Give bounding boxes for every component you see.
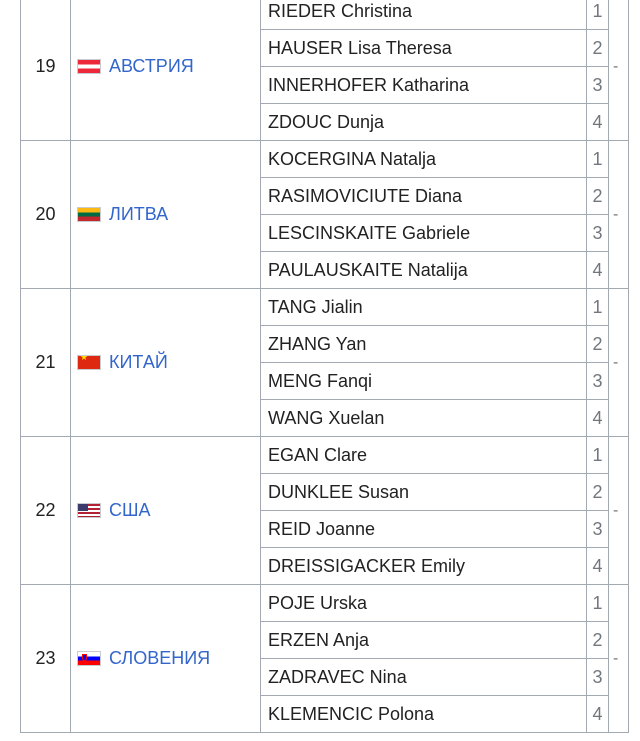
- lithuania-flag-icon: [77, 207, 101, 222]
- table-row: [21, 585, 629, 622]
- leg-number: 3: [587, 363, 609, 400]
- leg-number: 3: [587, 511, 609, 548]
- extra-cell: -: [609, 141, 629, 289]
- country-link[interactable]: КИТАЙ: [109, 352, 168, 372]
- country-link[interactable]: АВСТРИЯ: [109, 56, 194, 76]
- rank-cell: 20: [21, 141, 71, 289]
- table-row: [21, 141, 629, 178]
- extra-cell: -: [609, 289, 629, 437]
- leg-number: 1: [587, 585, 609, 622]
- athlete-name: RIEDER Christina: [261, 0, 587, 30]
- austria-flag-icon: [77, 59, 101, 74]
- extra-cell: -: [609, 585, 629, 733]
- country-link[interactable]: ЛИТВА: [109, 204, 169, 224]
- china-flag-icon: [77, 355, 101, 370]
- athlete-name: PAULAUSKAITE Natalija: [261, 252, 587, 289]
- country-cell: [71, 0, 261, 141]
- rank-cell: 23: [21, 585, 71, 733]
- leg-number: 1: [587, 437, 609, 474]
- table-row: [21, 437, 629, 474]
- rank-cell: 19: [21, 0, 71, 141]
- leg-number: 2: [587, 30, 609, 67]
- results-table: [20, 0, 629, 733]
- leg-number: 2: [587, 178, 609, 215]
- rank-cell: 22: [21, 437, 71, 585]
- leg-number: 2: [587, 474, 609, 511]
- leg-number: 2: [587, 326, 609, 363]
- athlete-name: DUNKLEE Susan: [261, 474, 587, 511]
- slovenia-flag-icon: [77, 651, 101, 666]
- leg-number: 4: [587, 104, 609, 141]
- athlete-name: ZADRAVEC Nina: [261, 659, 587, 696]
- country-cell: [71, 289, 261, 437]
- athlete-name: HAUSER Lisa Theresa: [261, 30, 587, 67]
- leg-number: 4: [587, 252, 609, 289]
- athlete-name: ZDOUC Dunja: [261, 104, 587, 141]
- table-row: [21, 289, 629, 326]
- athlete-name: EGAN Clare: [261, 437, 587, 474]
- athlete-name: DREISSIGACKER Emily: [261, 548, 587, 585]
- leg-number: 3: [587, 67, 609, 104]
- leg-number: 2: [587, 622, 609, 659]
- usa-flag-icon: [77, 503, 101, 518]
- athlete-name: KOCERGINA Natalja: [261, 141, 587, 178]
- extra-cell: -: [609, 437, 629, 585]
- rank-cell: 21: [21, 289, 71, 437]
- country-link[interactable]: США: [109, 500, 151, 520]
- athlete-name: KLEMENCIC Polona: [261, 696, 587, 733]
- athlete-name: LESCINSKAITE Gabriele: [261, 215, 587, 252]
- athlete-name: RASIMOVICIUTE Diana: [261, 178, 587, 215]
- leg-number: 3: [587, 659, 609, 696]
- athlete-name: INNERHOFER Katharina: [261, 67, 587, 104]
- athlete-name: ZHANG Yan: [261, 326, 587, 363]
- leg-number: 1: [587, 289, 609, 326]
- country-cell: [71, 437, 261, 585]
- leg-number: 4: [587, 400, 609, 437]
- leg-number: 1: [587, 0, 609, 30]
- athlete-name: WANG Xuelan: [261, 400, 587, 437]
- country-cell: [71, 585, 261, 733]
- leg-number: 4: [587, 548, 609, 585]
- leg-number: 3: [587, 215, 609, 252]
- extra-cell: -: [609, 0, 629, 141]
- leg-number: 1: [587, 141, 609, 178]
- table-row: [21, 0, 629, 30]
- athlete-name: POJE Urska: [261, 585, 587, 622]
- athlete-name: TANG Jialin: [261, 289, 587, 326]
- athlete-name: ERZEN Anja: [261, 622, 587, 659]
- country-link[interactable]: СЛОВЕНИЯ: [109, 648, 211, 668]
- country-cell: [71, 141, 261, 289]
- athlete-name: REID Joanne: [261, 511, 587, 548]
- leg-number: 4: [587, 696, 609, 733]
- athlete-name: MENG Fanqi: [261, 363, 587, 400]
